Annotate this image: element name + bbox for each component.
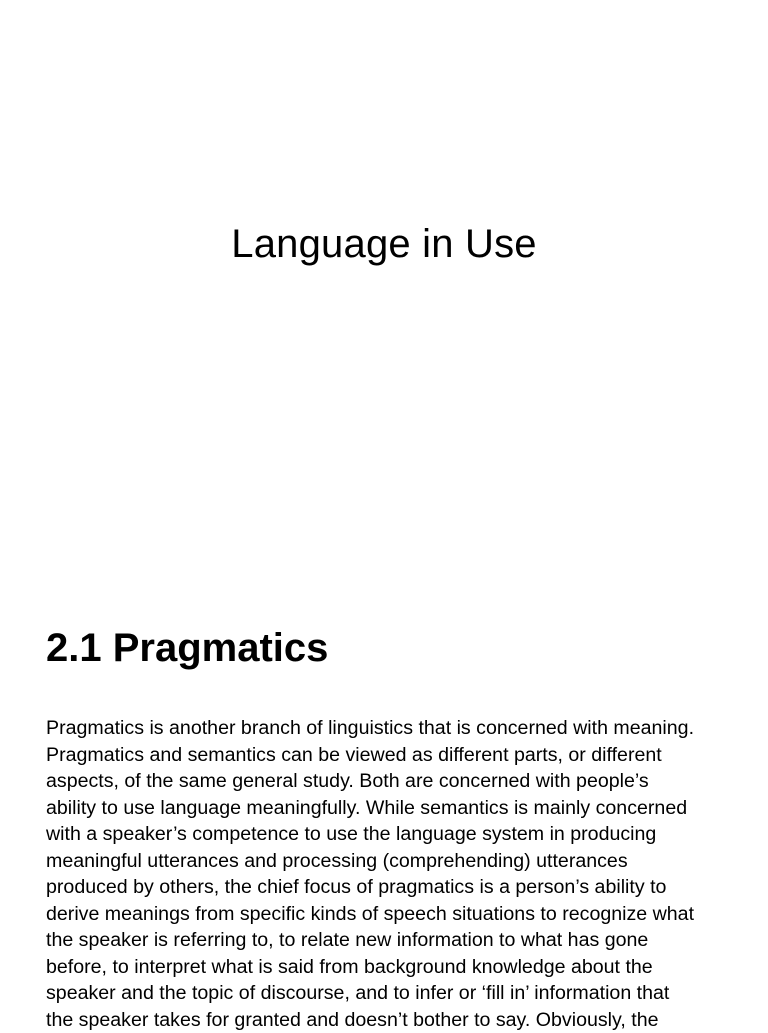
body-line: the speaker takes for granted and doesn’t bother to say. Obviously, the (46, 1007, 736, 1033)
body-line: derive meanings from specific kinds of speech situations to recognize what (46, 901, 736, 928)
body-line: with a speaker’s competence to use the language system in producing (46, 821, 736, 848)
slide-title: Language in Use (0, 218, 768, 270)
body-line: aspects, of the same general study. Both are concerned with people’s (46, 768, 736, 795)
body-line: Pragmatics is another branch of linguistics that is concerned with meaning. (46, 715, 736, 742)
body-line: meaningful utterances and processing (comprehending) utterances (46, 848, 736, 875)
body-line: before, to interpret what is said from background knowledge about the (46, 954, 736, 981)
body-line: the speaker is referring to, to relate new information to what has gone (46, 927, 736, 954)
body-line: produced by others, the chief focus of pragmatics is a person’s ability to (46, 874, 736, 901)
body-line: speaker and the topic of discourse, and to infer or ‘fill in’ information that (46, 980, 736, 1007)
body-line: Pragmatics and semantics can be viewed as different parts, or different (46, 742, 736, 769)
section-heading: 2.1 Pragmatics (46, 622, 328, 674)
body-paragraph (46, 715, 736, 1033)
body-line: ability to use language meaningfully. While semantics is mainly concerned (46, 795, 736, 822)
